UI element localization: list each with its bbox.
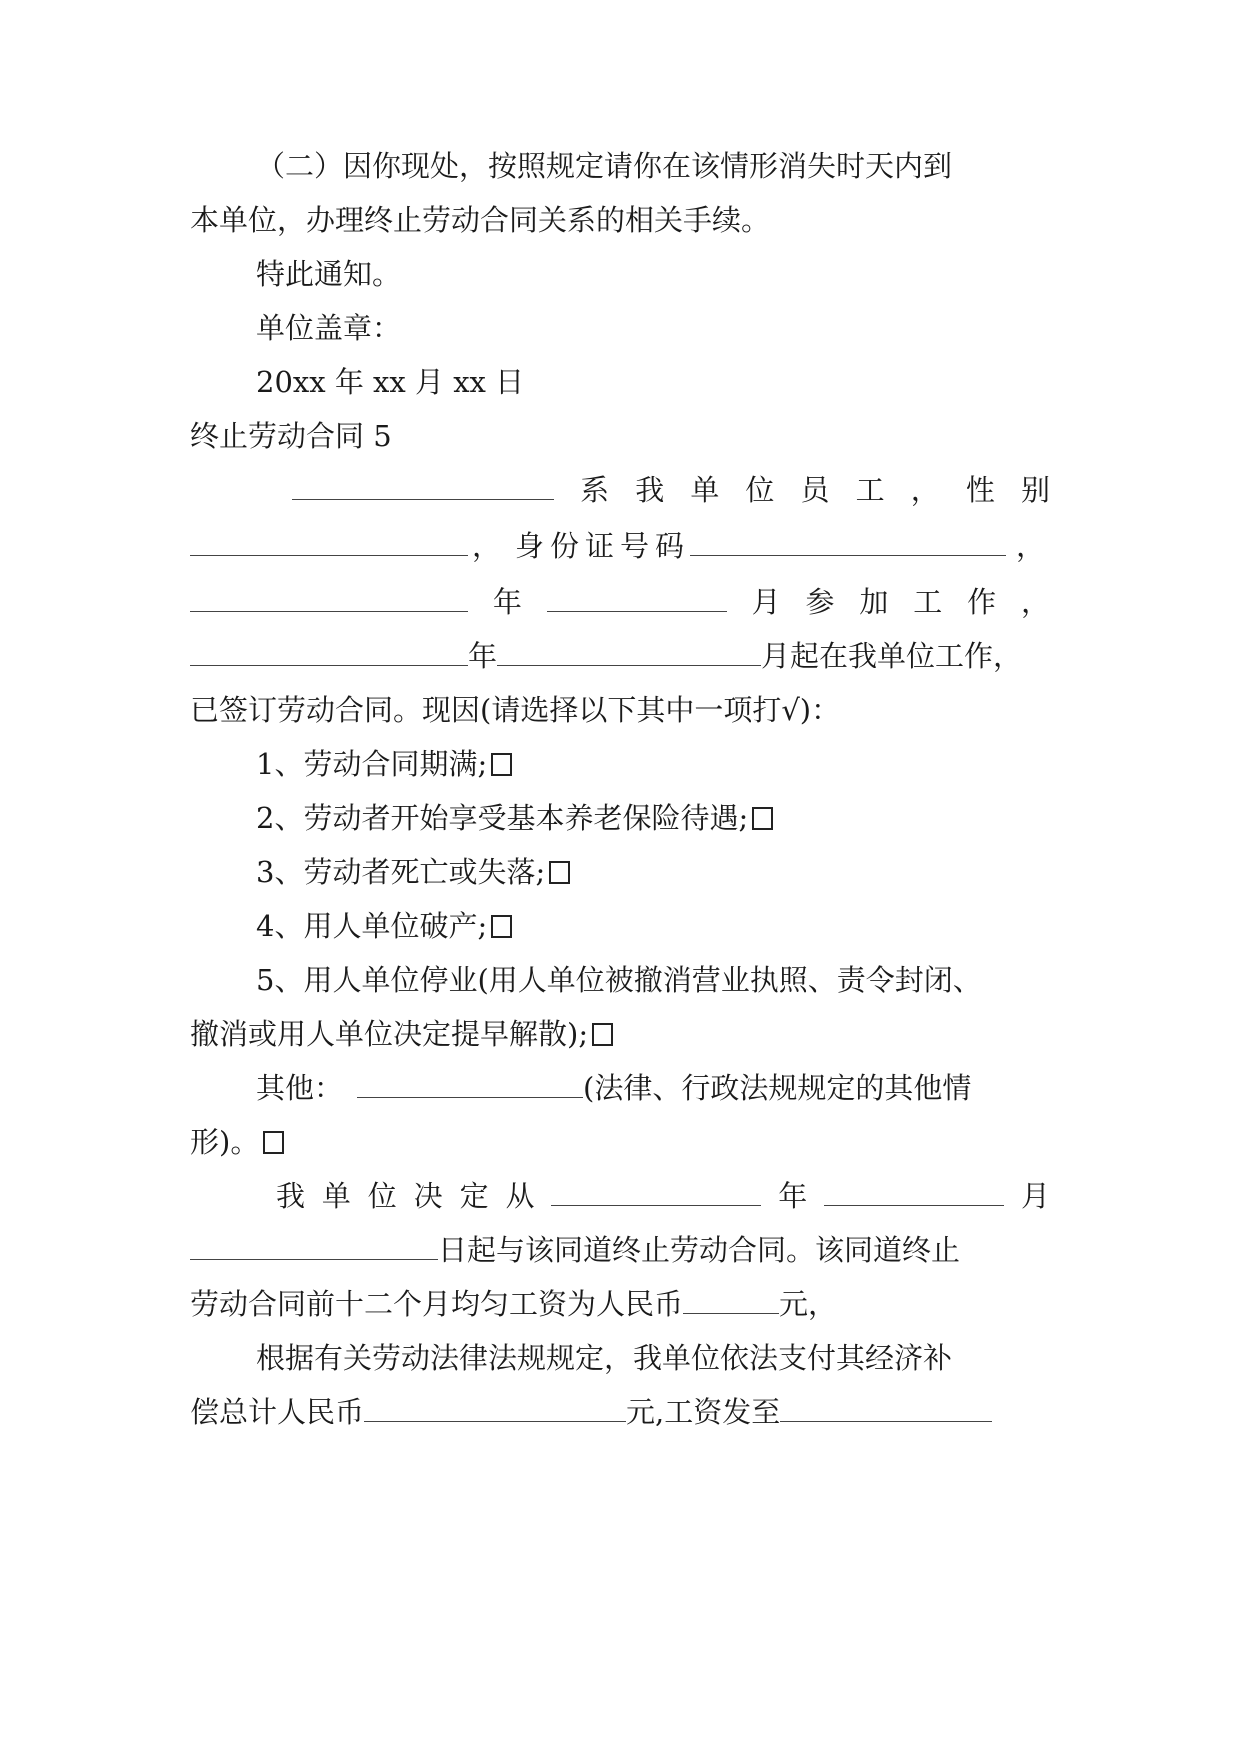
seal-label: 单位盖章： <box>256 311 402 345</box>
text-char: 单 <box>690 473 720 507</box>
option-checkbox[interactable] <box>549 861 570 884</box>
employee-name-blank[interactable] <box>292 469 554 500</box>
other-reason-blank[interactable] <box>357 1067 583 1098</box>
other-option-continued <box>190 1120 1050 1164</box>
option-checkbox[interactable] <box>752 807 773 830</box>
option-item <box>256 850 1050 894</box>
gender-id-line <box>190 524 1050 568</box>
text-char: 年 <box>468 639 498 673</box>
text-char: 员 <box>800 473 830 507</box>
text-comma: ， <box>472 529 502 563</box>
join-work-line <box>190 580 1050 624</box>
section-heading: 终止劳动合同 5 <box>190 419 392 453</box>
average-wage-text: 劳动合同前十二个月均匀工资为人民币 <box>190 1287 684 1321</box>
decision-text: 日起与该同道终止劳动合同。该同道终止 <box>438 1233 961 1267</box>
average-wage-line <box>190 1282 1050 1326</box>
option-checkbox[interactable] <box>491 915 512 938</box>
text-char: 我 <box>635 473 665 507</box>
average-wage-blank[interactable] <box>683 1283 779 1314</box>
text-comma: ， <box>1016 529 1046 563</box>
text-char: 性 <box>965 473 995 507</box>
option-label: 3、劳动者死亡或失落; <box>256 855 546 889</box>
option-label: 1、劳动合同期满; <box>256 747 488 781</box>
decision-line-2 <box>190 1228 1050 1272</box>
option-item-continued <box>190 1012 1050 1056</box>
text-char: 位 <box>745 473 775 507</box>
compensation-text: 偿总计人民币 <box>190 1395 365 1429</box>
option-item: 5、用人单位停业(用人单位被撤消营业执照、责令封闭、 <box>256 963 982 997</box>
date-line: 20xx 年 xx 月 xx 日 <box>256 365 525 399</box>
text-char: 月 <box>1020 1179 1050 1213</box>
other-text: (法律、行政法规规定的其他情 <box>583 1071 972 1105</box>
termination-day-blank[interactable] <box>190 1229 438 1260</box>
currency-unit: 元， <box>779 1287 838 1321</box>
option-item <box>256 796 1050 840</box>
start-month-blank[interactable] <box>497 635 761 666</box>
option-item <box>256 742 1050 786</box>
text-char: 单 <box>321 1179 351 1213</box>
option-checkbox[interactable] <box>592 1023 613 1046</box>
text-char: 年 <box>492 585 522 619</box>
text-char: 作 <box>967 585 997 619</box>
option-label: 4、用人单位破产; <box>256 909 488 943</box>
join-year-blank[interactable] <box>190 581 468 612</box>
text-char: 加 <box>859 585 889 619</box>
paragraph-line: （二）因你现处，按照规定请你在该情形消失时天内到 <box>256 149 953 183</box>
text-char: 工 <box>855 473 885 507</box>
other-option-line <box>256 1066 1050 1110</box>
wage-until-blank[interactable] <box>780 1391 992 1422</box>
start-year-blank[interactable] <box>190 635 468 666</box>
notice-text: 特此通知。 <box>256 257 402 291</box>
start-work-line <box>190 634 1070 678</box>
option-checkbox[interactable] <box>491 753 512 776</box>
text-char: ， <box>1020 585 1050 619</box>
employee-line <box>292 468 1050 512</box>
other-text: 形)。 <box>190 1125 260 1159</box>
gender-blank[interactable] <box>190 525 468 556</box>
text-char: 工 <box>913 585 943 619</box>
join-month-blank[interactable] <box>547 581 727 612</box>
text-char: 参 <box>805 585 835 619</box>
text-char: 位 <box>367 1179 397 1213</box>
id-number-blank[interactable] <box>690 525 1006 556</box>
text-char: 别 <box>1020 473 1050 507</box>
text-char: 决 <box>413 1179 443 1213</box>
text-char: ， <box>910 473 940 507</box>
option-checkbox[interactable] <box>263 1131 284 1154</box>
text-char: 我 <box>276 1179 306 1213</box>
compensation-amount-blank[interactable] <box>364 1391 626 1422</box>
text-char: 月 <box>751 585 781 619</box>
compensation-amount-line <box>190 1390 1050 1434</box>
option-label: 2、劳动者开始享受基本养老保险待遇; <box>256 801 749 835</box>
option-label: 撤消或用人单位决定提早解散); <box>190 1017 589 1051</box>
option-item <box>256 904 1050 948</box>
termination-year-blank[interactable] <box>551 1175 761 1206</box>
text-char: 从 <box>505 1179 535 1213</box>
compensation-line: 根据有关劳动法律法规规定，我单位依法支付其经济补 <box>256 1341 953 1375</box>
text-char: 年 <box>778 1179 808 1213</box>
compensation-text: 元,工资发至 <box>626 1395 781 1429</box>
id-number-label: 身份证号码 <box>515 529 691 563</box>
start-work-text: 月起在我单位工作， <box>761 639 1023 673</box>
other-label: 其他： <box>256 1071 344 1105</box>
decision-line <box>276 1174 1050 1218</box>
signed-contract-line: 已签订劳动合同。现因(请选择以下其中一项打√)： <box>190 693 841 727</box>
text-char: 定 <box>459 1179 489 1213</box>
text-char: 系 <box>580 473 610 507</box>
termination-month-blank[interactable] <box>824 1175 1004 1206</box>
paragraph-line: 本单位，办理终止劳动合同关系的相关手续。 <box>190 203 771 237</box>
